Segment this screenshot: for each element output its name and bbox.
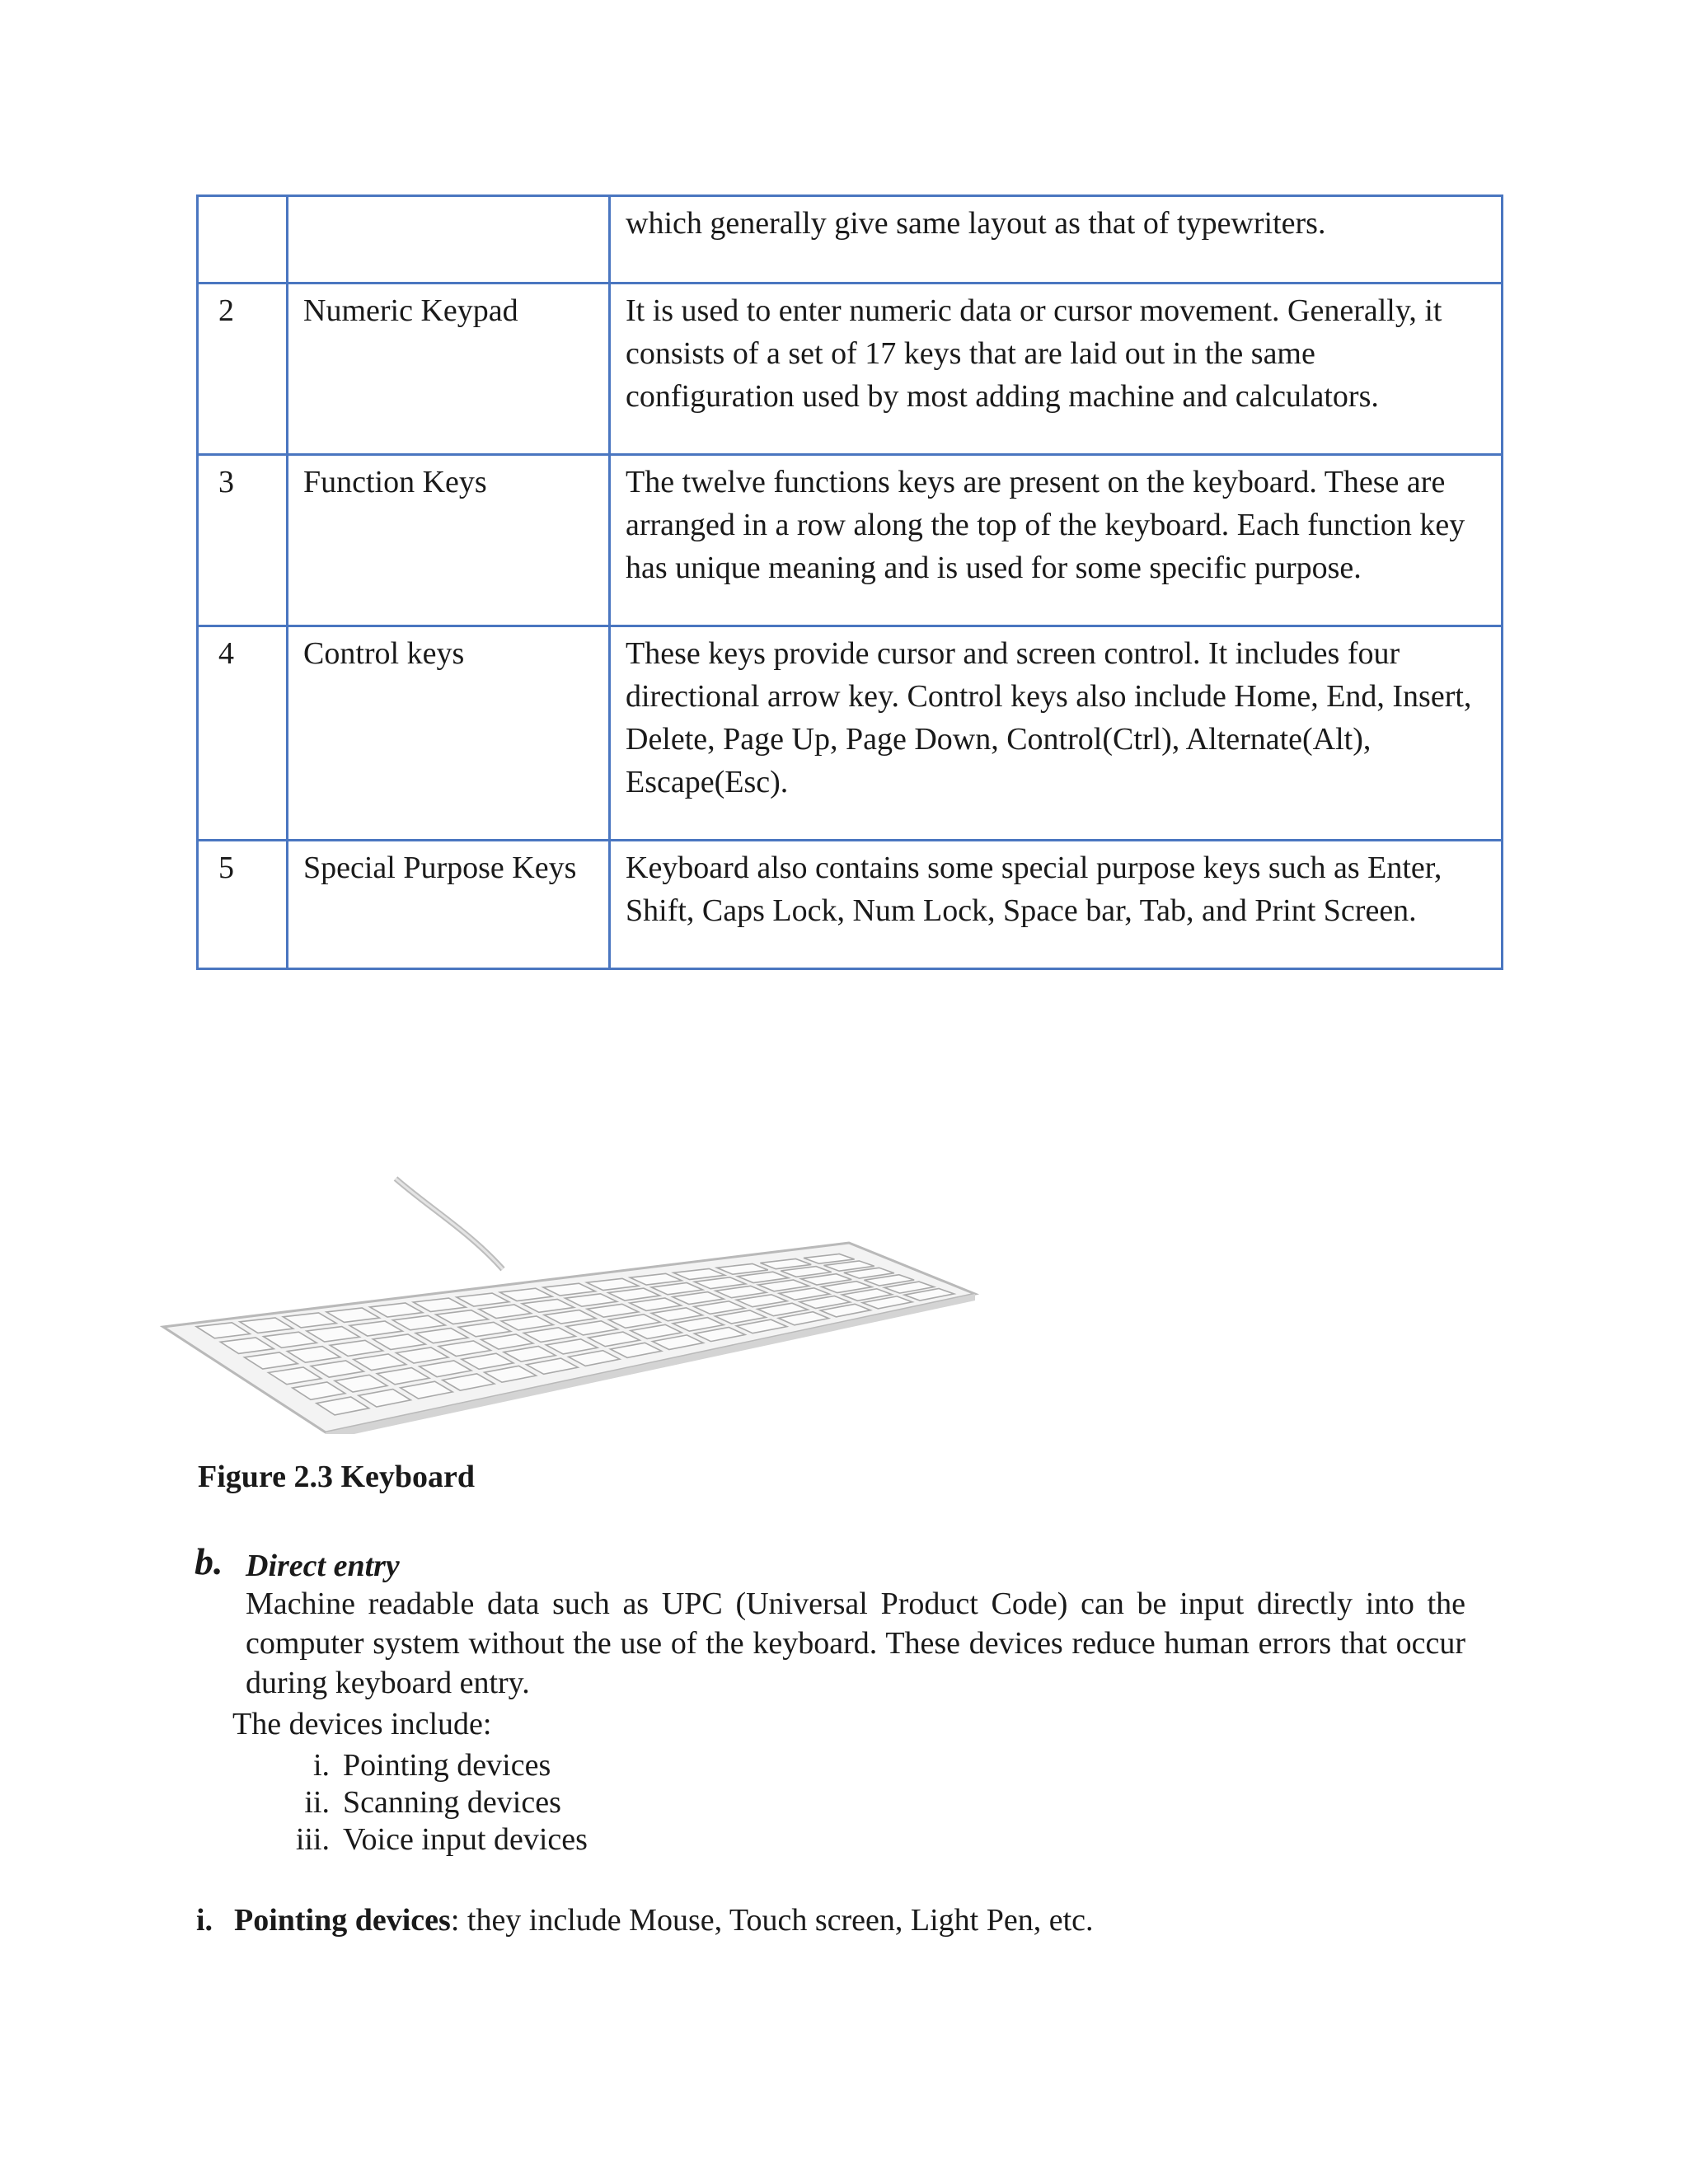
list-item-text: Pointing devices	[343, 1748, 551, 1783]
section-title: Direct entry	[246, 1549, 400, 1583]
keyboard-illustration-icon	[157, 1170, 981, 1434]
section-paragraph: Machine readable data such as UPC (Universal Product Code) can be input directly into the computer system without the use of the keyboard. These devices reduce human errors that occur during keyboard entry.	[246, 1586, 1465, 1700]
pointing-devices-paragraph	[196, 1900, 1094, 1940]
key-type: Control keys	[288, 626, 610, 841]
row-number: 5	[198, 841, 288, 969]
table-row	[198, 196, 1503, 284]
section-letter: b.	[195, 1540, 223, 1582]
keyboard-keys-table	[196, 194, 1503, 970]
list-item-number: i.	[312, 1748, 330, 1783]
key-description: It is used to enter numeric data or cursor movement. Generally, it consists of a set of 17 keys that are laid out in the same configuration used by most adding machine and calculators.	[610, 284, 1503, 455]
list-item-text: Scanning devices	[343, 1785, 561, 1820]
figure-caption: Figure 2.3 Keyboard	[198, 1460, 476, 1494]
pointing-text: : they include Mouse, Touch screen, Light Pen, etc.	[450, 1903, 1094, 1938]
list-item-text: Voice input devices	[343, 1822, 588, 1857]
key-description: Keyboard also contains some special purpose keys such as Enter, Shift, Caps Lock, Num Lock, Space bar, Tab, and Print Screen.	[610, 841, 1503, 969]
key-type: Special Purpose Keys	[288, 841, 610, 969]
key-description: which generally give same layout as that of typewriters.	[610, 196, 1503, 284]
key-description: These keys provide cursor and screen control. It includes four directional arrow key. Control keys also include Home, End, Insert, Delete, Page Up, Page Down, Control(Ctrl), Alternate(Alt), Escape(Esc).	[610, 626, 1503, 841]
table-row	[198, 626, 1503, 841]
list-item-number: iii.	[295, 1822, 330, 1857]
pointing-number: i.	[196, 1903, 213, 1938]
row-number: 2	[198, 284, 288, 455]
keyboard-figure	[157, 1170, 981, 1434]
pointing-term: Pointing devices	[234, 1903, 451, 1938]
row-number: 4	[198, 626, 288, 841]
key-type: Function Keys	[288, 455, 610, 626]
table-row	[198, 455, 1503, 626]
table-row	[198, 284, 1503, 455]
devices-intro: The devices include:	[232, 1707, 492, 1741]
key-type	[288, 196, 610, 284]
row-number: 3	[198, 455, 288, 626]
list-item-number: ii.	[304, 1785, 330, 1820]
table-row	[198, 841, 1503, 969]
key-description: The twelve functions keys are present on the keyboard. These are arranged in a row along the top of the keyboard. Each function key has unique meaning and is used for some specific purpose.	[610, 455, 1503, 626]
row-number	[198, 196, 288, 284]
key-type: Numeric Keypad	[288, 284, 610, 455]
